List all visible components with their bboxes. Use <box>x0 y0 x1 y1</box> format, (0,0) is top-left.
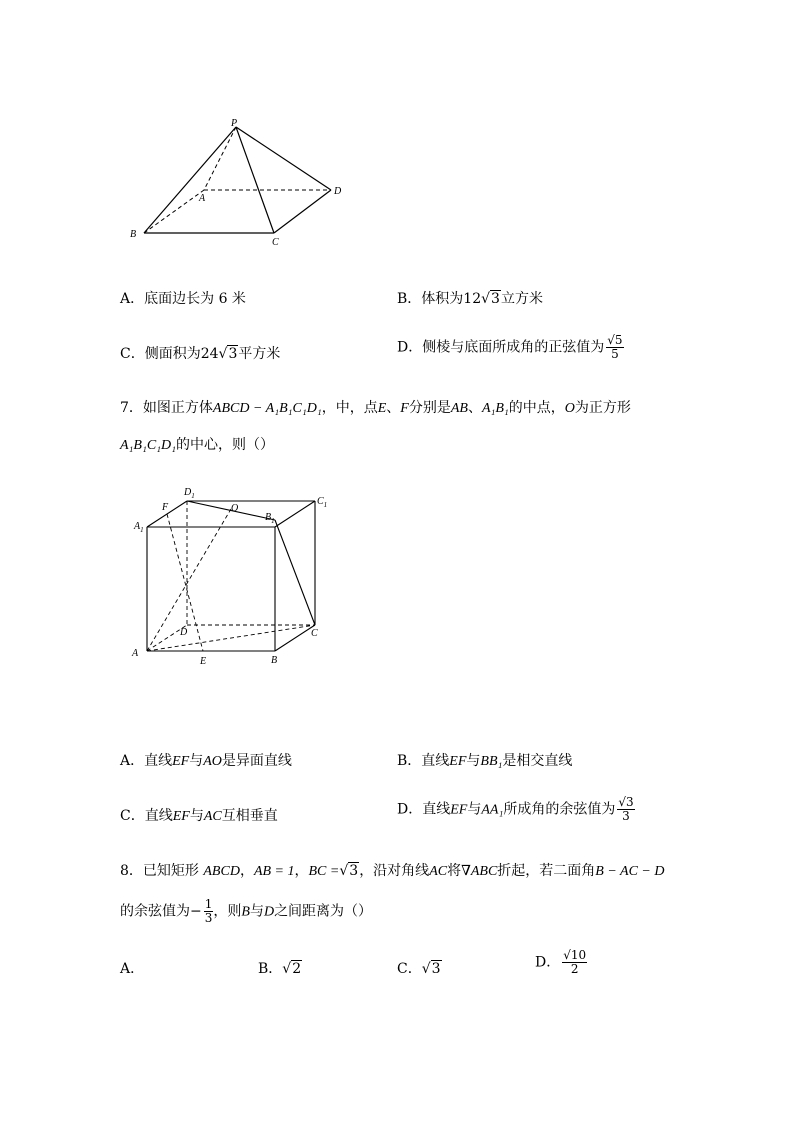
q8-stem-line1: 8．已知矩形 ABCD，AB = 1，BC =√3，沿对角线AC将∇ABC折起，若二面角B − AC − D <box>120 863 665 879</box>
q7-stem-line2: A₁B₁C₁D₁的中心，则（） <box>120 437 275 453</box>
q7-option-a[interactable]: A．直线EF与AO是异面直线 <box>120 753 292 769</box>
label-e: E <box>200 656 207 667</box>
q8-stem-line2: 的余弦值为− $\frac{1}{3}$ ，则B与D之间距离为（） <box>120 897 373 925</box>
label-d: D <box>334 186 342 197</box>
label-a1: $A_1$ <box>134 521 144 534</box>
q8-option-c[interactable]: C．√3 <box>397 961 441 977</box>
label-a: A <box>132 648 139 659</box>
label-c: C <box>272 237 279 248</box>
pyramid-figure <box>120 115 360 250</box>
q6-option-c[interactable]: C．侧面积为24√3平方米 <box>120 346 281 362</box>
label-p: P <box>231 118 238 129</box>
q8-option-d[interactable]: D． $\frac{√10}{2}$ <box>535 948 587 976</box>
q8-option-a[interactable]: A． <box>120 961 145 977</box>
q6-option-a[interactable]: A．底面边长为 6 米 <box>120 291 246 307</box>
label-d: D <box>180 627 188 638</box>
label-b: B <box>130 229 137 240</box>
q7-option-c[interactable]: C．直线EF与AC互相垂直 <box>120 808 278 824</box>
q7-option-d[interactable]: D．直线EF与AA₁所成角的余弦值为 $\frac{√3}{3}$ <box>397 795 634 823</box>
fraction: $\frac{√10}{2}$ <box>563 948 587 976</box>
label-d1: $D_1$ <box>184 487 195 500</box>
sqrt: √3 <box>481 291 500 307</box>
label-b1: $B_1$ <box>265 512 275 525</box>
q7-stem-line1: 7．如图正方体ABCD − A₁B₁C₁D₁，中，点E、F分别是AB、A₁B₁的中点，O为正方形 <box>120 400 631 416</box>
cube-figure <box>125 485 340 670</box>
label-f: F <box>162 502 169 513</box>
label-a: A <box>199 193 206 204</box>
sqrt: √3 <box>218 346 238 362</box>
q6-option-b[interactable]: B．体积为12√3立方米 <box>397 291 543 307</box>
label-c1: $C_1$ <box>317 496 328 509</box>
label-c: C <box>311 628 318 639</box>
q6-option-d[interactable]: D．侧棱与底面所成角的正弦值为 $\frac{√5}{5}$ <box>397 333 623 361</box>
fraction: $\frac{√5}{5}$ <box>607 333 623 361</box>
label-b: B <box>271 655 278 666</box>
fraction: $\frac{√3}{3}$ <box>618 795 634 823</box>
q7-option-b[interactable]: B．直线EF与BB₁是相交直线 <box>397 753 573 769</box>
fraction: $\frac{1}{3}$ <box>204 897 213 925</box>
label-o: O <box>231 503 239 514</box>
q8-option-b[interactable]: B．√2 <box>258 961 302 977</box>
